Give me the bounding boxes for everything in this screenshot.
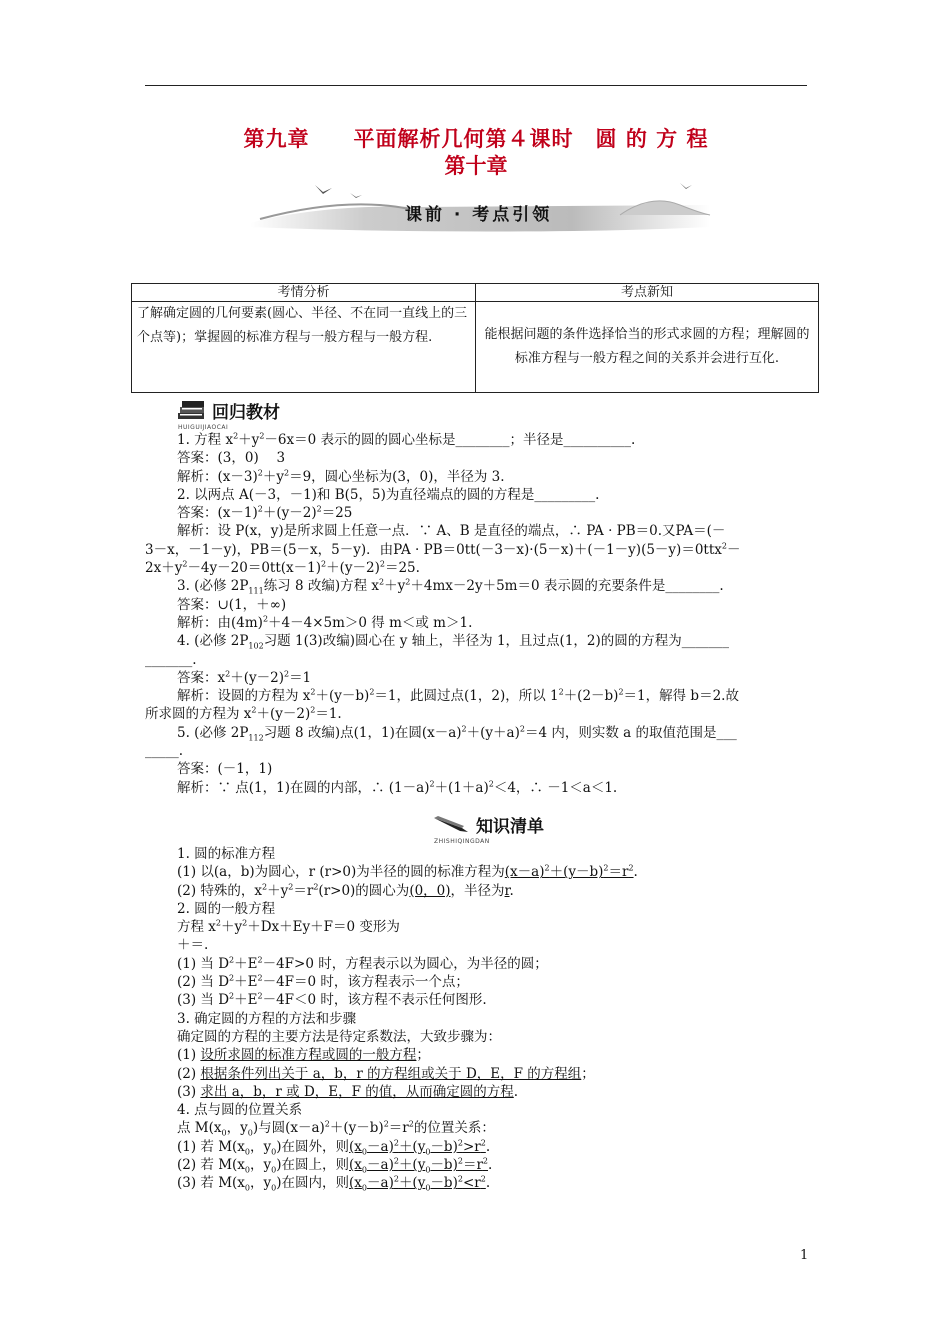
knowledge-list: 1. 圆的标准方程 (1) 以(a，b)为圆心，r (r>0)为半径的圆的标准方程为$(x-a)^2+(y-b)^2=r^2$. (2) 特殊的，$x^2+y^2=r^2(r>0)$的圆心为(0，0)，半径为r. 2. 圆的一般方程 方程 $x^2+y^2+Dx+Ey+F=0$ 变形为 ＋＝. (1) 当 $D^2+E^2-4F>0$ 时，方程表示以为圆心，为半径的圆； (2) 当 $D^2+E^2-4F=0$ 时，该方程表示一个点； (3) 当 $D^2+E^2-4F<0$ 时，该方程不表示任何图形. 3. 确定圆的方程的方法和步骤 确定圆的方程的主要方法是待定系数法，大致步骤为： (1) 设所求圆的标准方程或圆的一般方程； (2) 根据条件列出关于 a，b，r 的方程组或关于 D，E，F 的方程组； (3) 求出 a，b，r 或 D，E，F 的值，从而确定圆的方程. 4. 点与圆的位置关系 点 $M(x_0$，$y_0$)与圆$(x-a)^2+(y-b)^2=r^2$的位置关系： (1) 若 $M(x_0$，$y_0$)在圆外，则$(x_0-a)^2+(y_0-b)^2>r^2$. (2) 若 $M(x_0$，$y_0$)在圆上，则$(x_0-a)^2+(y_0-b)^2=r^2$. (3) 若 $M(x_0$，$y_0$)在圆内，则$(x_0-a)^2+(y_0-b)^2<r^2$. xyxy=(177,846,638,1194)
page-subtitle: 第十章 xyxy=(444,154,508,178)
banner-label: 课前 · 考点引领 xyxy=(405,205,553,225)
table-header-left: 考情分析 xyxy=(132,284,476,302)
section-sublabel: ZHISHIQINGDAN xyxy=(434,838,490,845)
table-cell-analysis: 了解确定圆的几何要素(圆心、半径、不在同一直线上的三个点等)；掌握圆的标准方程与一般方程与一般方程. xyxy=(132,302,476,393)
pen-icon xyxy=(432,812,472,836)
section-sublabel: HUIGUIJIAOCAI xyxy=(178,424,229,431)
textbook-review: 1. 方程 $x^2+y^2-6x=0$ 表示的圆的圆心坐标是________；半径是__________. 答案：(3，0) 3 解析：$(x-3)^2+y^2=9$，圆心坐标为(3，0)，半径为 3. 2. 以两点 A(－3，－1)和 B(5，5)为直径端点的圆的方程是_________. 答案：$(x-1)^2+(y-2)^2=25$ 解析：设 P(x，y)是所求圆上任意一点．∵ A、B 是直径的端点，∴ PA · PB＝0.又PA＝(－ 3－x，－1－y)，PB＝(5－x，5－y)．由PA · PB＝0tt(－3－x)·(5－x)＋(－1－y)(5－y)＝0ttx$^2$－ $2x+y^2-4y-20=0tt(x-1)^2+(y-2)^2=25$. 3. (必修 $2P_{111}$练习 8 改编)方程 $x^2+y^2+4mx-2y+5m=0$ 表示圆的充要条件是________. 答案：∪(1，＋∞) 解析：由$(4m)^2+4-4\times 5m>0$ 得 m＜或 m＞1. 4. (必修 $2P_{102}$习题 1(3)改编)圆心在 y 轴上，半径为 1，且过点(1，2)的圆的方程为_______ _______. 答案：$x^2+(y-2)^2=1$ 解析：设圆的方程为 $x^2+(y-b)^2=1$，此圆过点(1，2)，所以 $1^2+(2-b)^2=1$，解得 b＝2.故 所求圆的方程为 $x^2+(y-2)^2=1$. 5. (必修 $2P_{112}$习题 8 改编)点(1，1)在圆$(x-a)^2+(y+a)^2=4$ 内，则实数 a 的取值范围是___ _____. 答案：(－1，1) 解析：∵ 点(1，1)在圆的内部，∴ $(1-a)^2+(1+a)^2<4$，∴ －1＜a＜1. xyxy=(145,431,741,796)
section-header-knowledge xyxy=(432,810,544,845)
analysis-table xyxy=(131,283,819,393)
top-rule xyxy=(145,85,807,86)
section-label: 知识清单 xyxy=(476,816,544,837)
section-header-textbook xyxy=(176,396,280,431)
section-label: 回归教材 xyxy=(212,402,280,423)
bird-icon xyxy=(315,185,332,194)
table-header-right: 考点新知 xyxy=(476,284,819,302)
books-icon xyxy=(176,397,208,423)
page-number: 1 xyxy=(800,1248,809,1263)
table-cell-new-knowledge: 能根据问题的条件选择恰当的形式求圆的方程；理解圆的标准方程与一般方程之间的关系并会进行互化. xyxy=(476,302,819,393)
page-title: 第九章 平面解析几何第４课时 圆 的 方 程 xyxy=(243,127,709,151)
